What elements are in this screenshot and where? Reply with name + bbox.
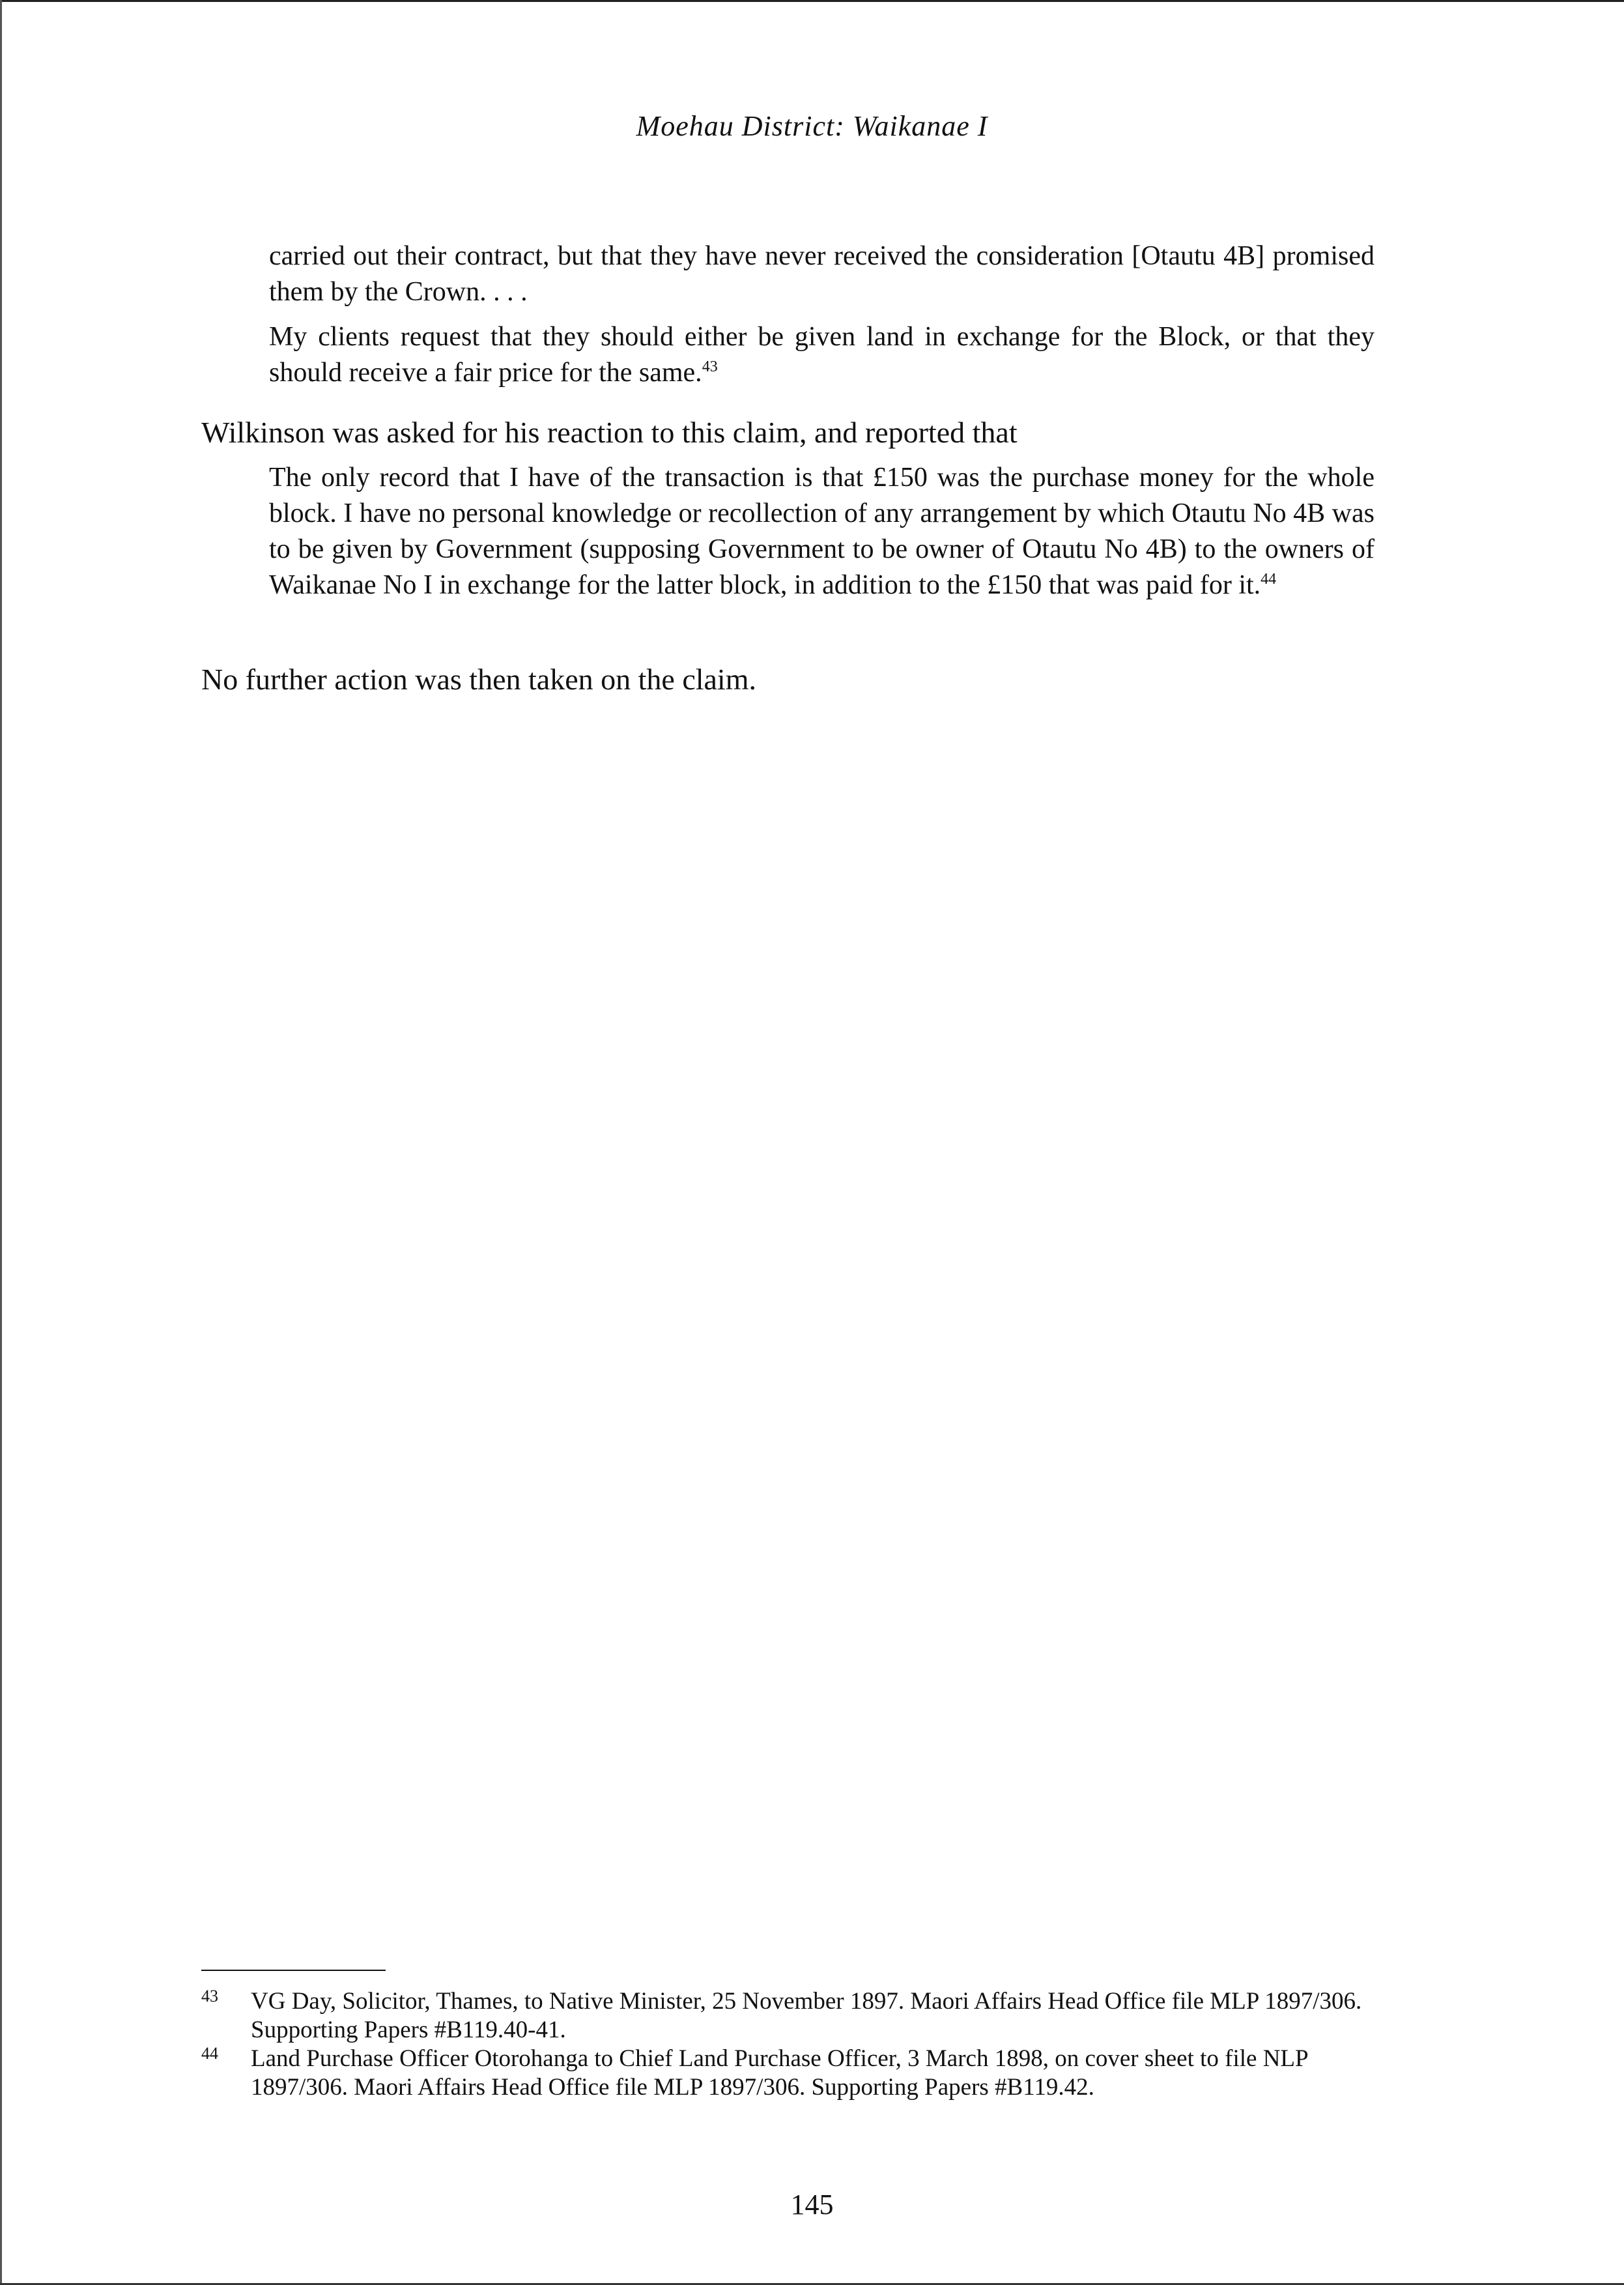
quote-1-paragraph-2-text: My clients request that they should either be given land in exchange for the Block, or that they should receive a fair price for the same. xyxy=(269,322,1375,388)
scan-edge-top xyxy=(0,0,1624,2)
footnote-text: Land Purchase Officer Otorohanga to Chief Land Purchase Officer, 3 March 1898, on cover sheet to file NLP 1897/306. Maori Affairs Head Office file MLP 1897/306. Supporting Papers #B119.42. xyxy=(251,2045,1308,2101)
footnote-text: VG Day, Solicitor, Thames, to Native Minister, 25 November 1897. Maori Affairs Head Office file MLP 1897/306. Supporting Papers #B119.40-41. xyxy=(251,1988,1362,2043)
footnote-ref-44: 44 xyxy=(1261,571,1277,588)
footnote-43 xyxy=(201,1987,1380,2045)
quote-2-paragraph xyxy=(269,460,1375,603)
block-quote-2 xyxy=(269,460,1375,603)
footnote-number: 43 xyxy=(201,1987,218,2005)
quote-1-paragraph-2 xyxy=(269,319,1375,391)
body-paragraph-2: No further action was then taken on the claim. xyxy=(201,663,756,696)
body-paragraph-1: Wilkinson was asked for his reaction to this claim, and reported that xyxy=(201,416,1018,449)
page-number: 145 xyxy=(790,2189,834,2220)
footnote-ref-43: 43 xyxy=(702,358,718,375)
quote-1-paragraph-1: carried out their contract, but that they have never received the consideration [Otautu 4B] promised them by the Crown. . . . xyxy=(269,241,1375,307)
footnote-rule xyxy=(201,1970,386,1971)
footnote-44 xyxy=(201,2045,1380,2102)
scan-edge-left xyxy=(0,0,2,2285)
footnote-number: 44 xyxy=(201,2044,218,2063)
quote-2-text: The only record that I have of the transaction is that £150 was the purchase money for the whole block. I have no personal knowledge or recollection of any arrangement by which Otautu No 4B was to be given by Government (supposing Government to be owner of Otautu No 4B) to the owners of Waikanae No I in exchange for the latter block, in addition to the £150 that was paid for it. xyxy=(269,463,1375,600)
block-quote-1 xyxy=(269,238,1375,391)
footnotes xyxy=(201,1987,1380,2102)
running-head: Moehau District: Waikanae I xyxy=(636,110,988,142)
